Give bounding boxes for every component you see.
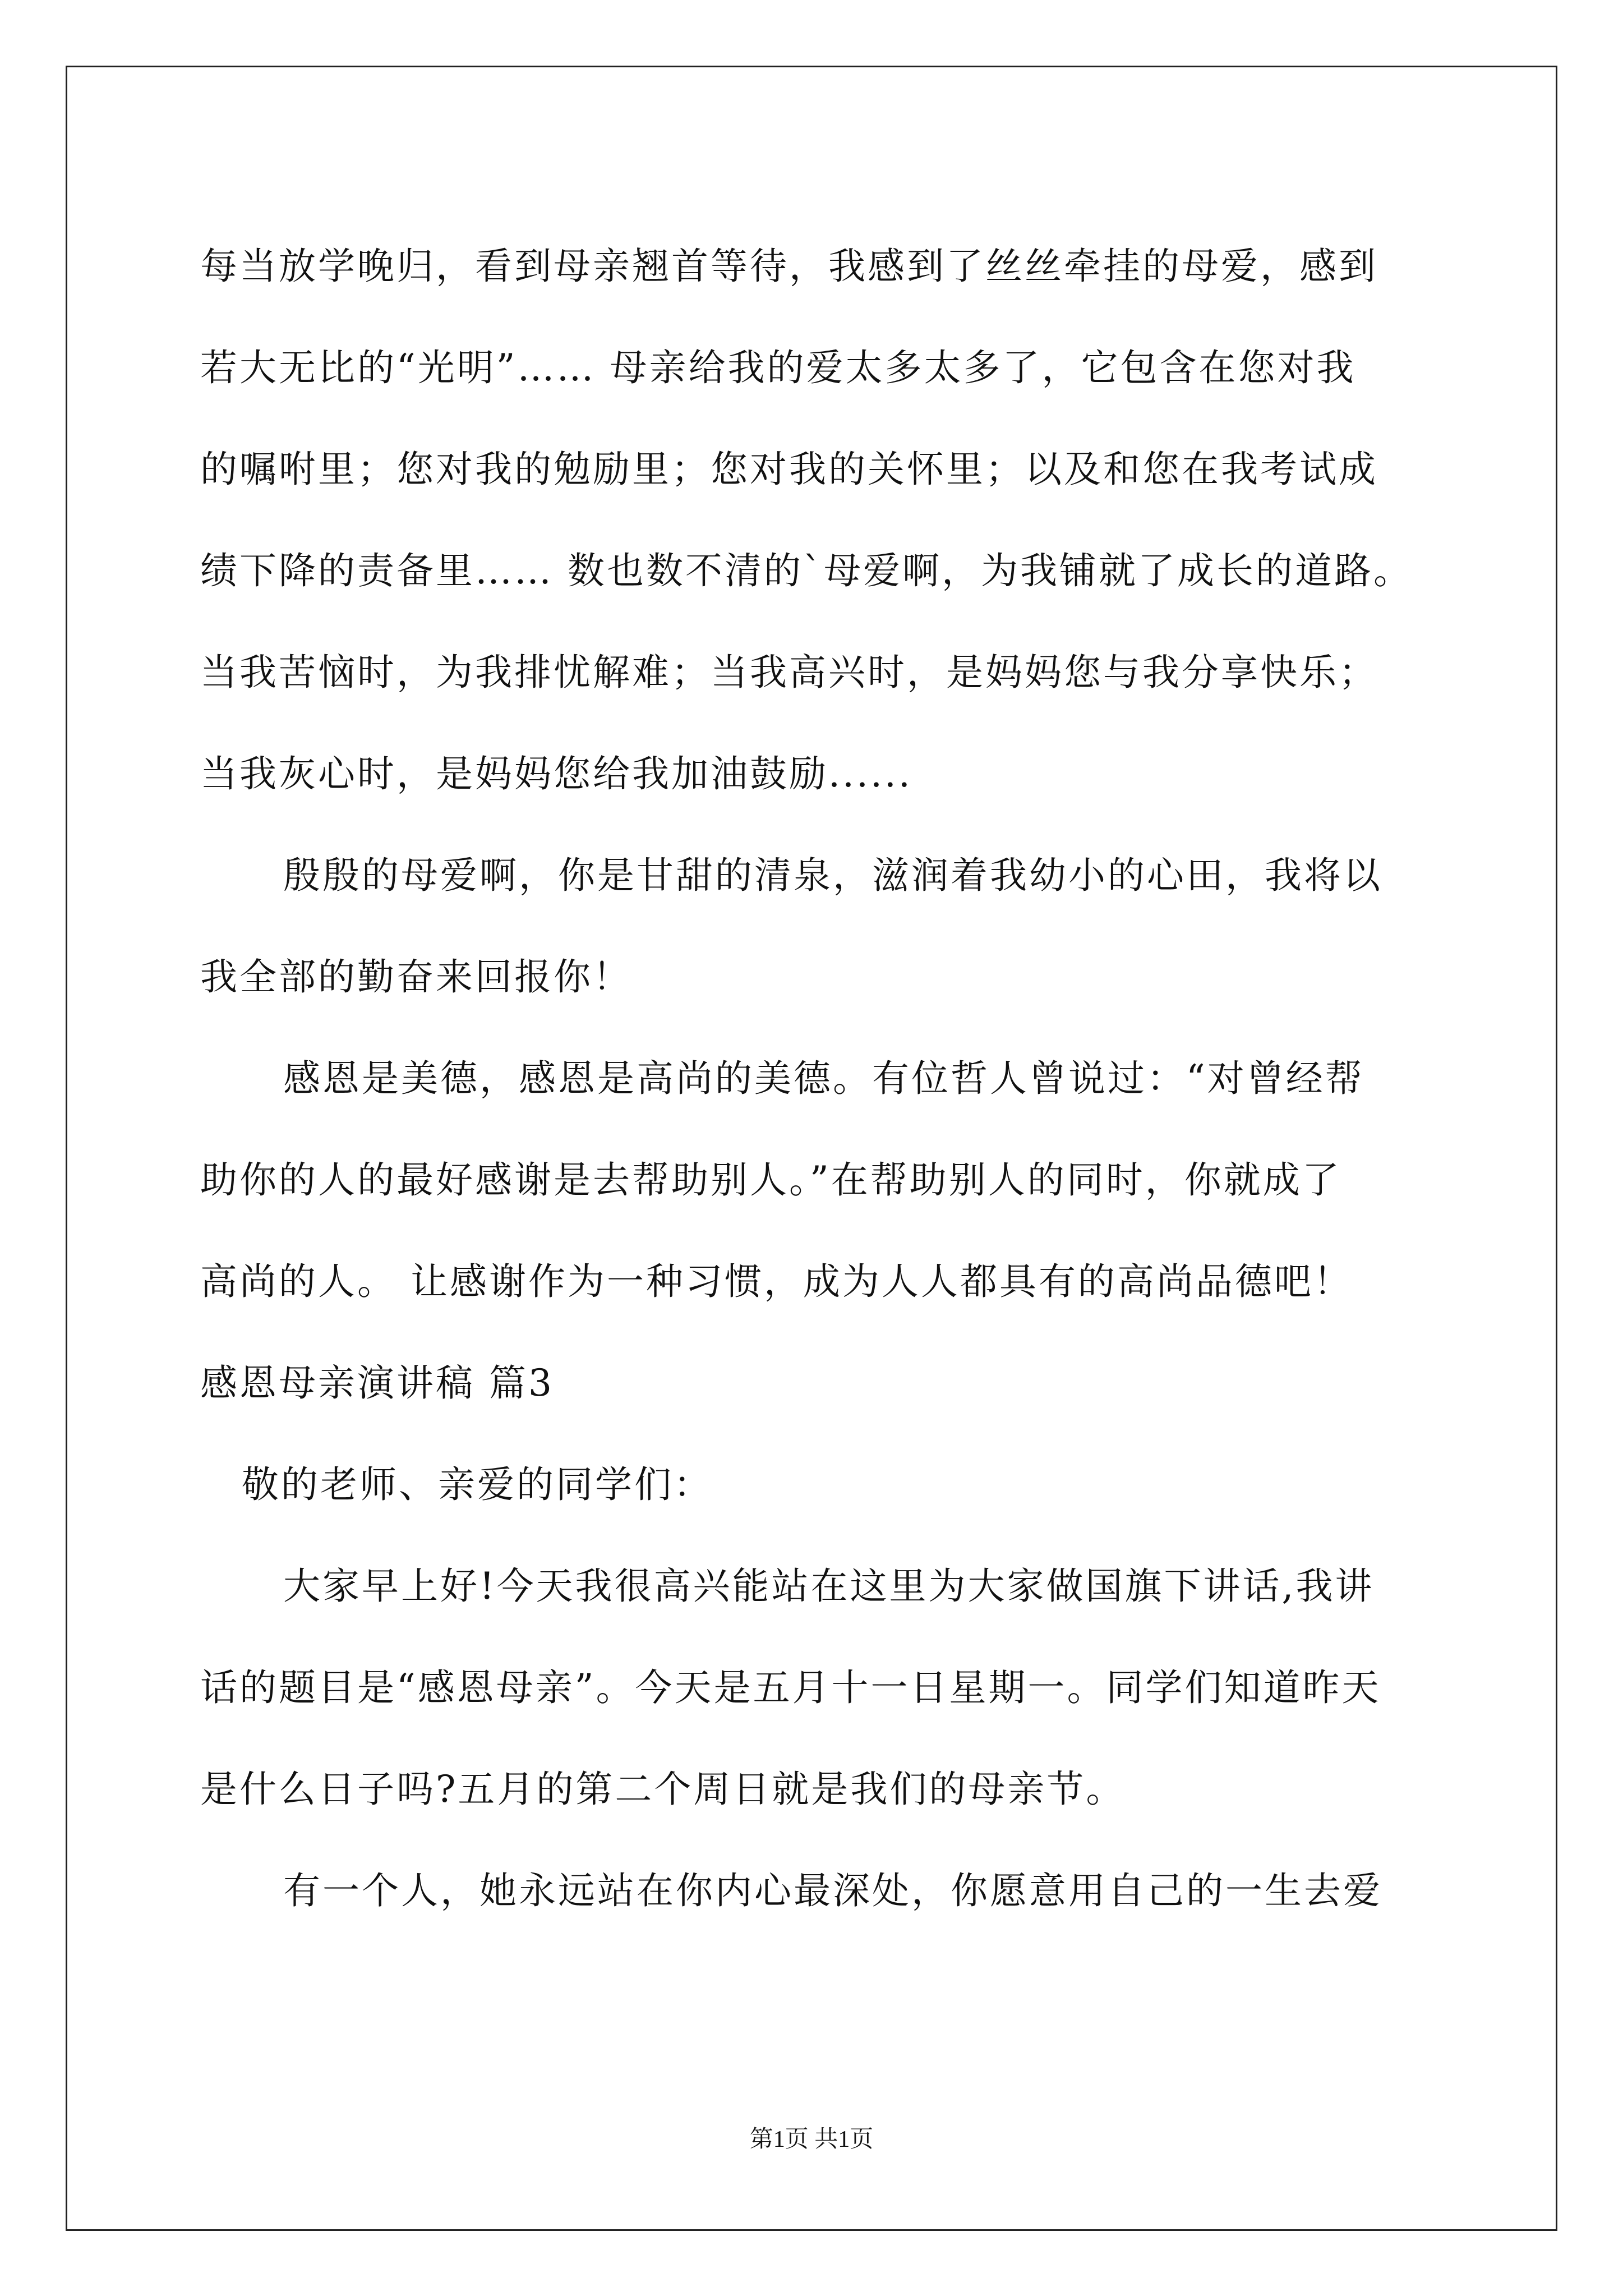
paragraph-line: 感恩是美德，感恩是高尚的美德。有位哲人曾说过：“对曾经帮 [283, 1057, 1364, 1100]
paragraph-line: 每当放学晚归，看到母亲翘首等待，我感到了丝丝牵挂的母爱，感到 [200, 245, 1378, 288]
page-footer: 第1页 共1页 [749, 2127, 874, 2152]
paragraph-line: 殷殷的母爱啊，你是甘甜的清泉，滋润着我幼小的心田，我将以 [283, 854, 1382, 897]
paragraph-line: 有一个人，她永远站在你内心最深处，你愿意用自己的一生去爱 [283, 1869, 1382, 1912]
paragraph-line: 绩下降的责备里…… 数也数不清的`母爱啊，为我铺就了成长的道路。 [200, 549, 1413, 592]
paragraph-line: 的嘱咐里；您对我的勉励里；您对我的关怀里；以及和您在我考试成 [200, 448, 1378, 491]
paragraph-line: 我全部的勤奋来回报你！ [200, 955, 632, 999]
paragraph-line: 当我苦恼时，为我排忧解难；当我高兴时，是妈妈您与我分享快乐； [200, 651, 1378, 694]
salutation-line: 敬的老师、亲爱的同学们： [242, 1463, 713, 1506]
paragraph-line: 大家早上好!今天我很高兴能站在这里为大家做国旗下讲话,我讲 [283, 1565, 1375, 1608]
paragraph-line: 助你的人的最好感谢是去帮助别人。”在帮助别人的同时，你就成了 [200, 1158, 1341, 1202]
paragraph-line: 若大无比的“光明”…… 母亲给我的爱太多太多了，它包含在您对我 [200, 346, 1356, 389]
paragraph-line: 是什么日子吗?五月的第二个周日就是我们的母亲节。 [200, 1768, 1126, 1811]
paragraph-line: 话的题目是“感恩母亲”。今天是五月十一日星期一。同学们知道昨天 [200, 1666, 1381, 1709]
section-heading: 感恩母亲演讲稿 篇3 [200, 1361, 554, 1405]
document-body [200, 215, 1434, 1941]
paragraph-line: 当我灰心时，是妈妈您给我加油鼓励...... [200, 752, 912, 795]
paragraph-line: 高尚的人。 让感谢作为一种习惯，成为人人都具有的高尚品德吧！ [200, 1260, 1353, 1303]
